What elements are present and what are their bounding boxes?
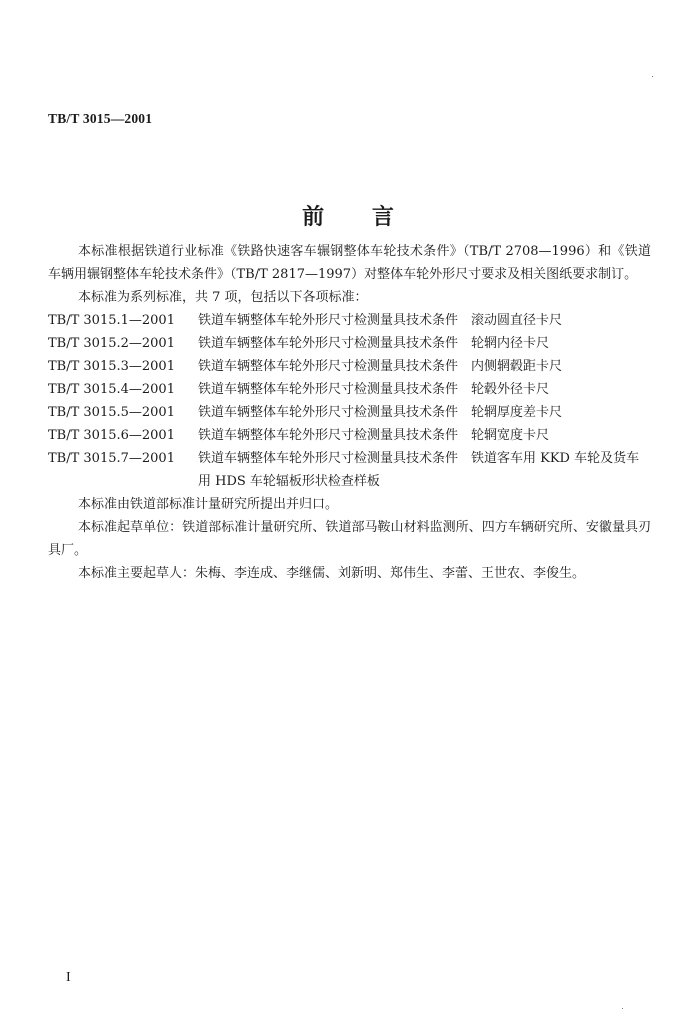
standard-name: 铁道车辆整体车轮外形尺寸检测量具技术条件 轮毂外径卡尺: [198, 382, 550, 397]
standard-code-header: TB/T 3015—2001: [48, 111, 153, 126]
intro-paragraph: 本标准根据铁道行业标准《铁路快速客车辗钢整体车轮技术条件》（TB/T 2708—1996）和《铁道车辆用辗钢整体车轮技术条件》（TB/T 2817—1997）对整体车轮外形尺寸要求及相关图纸要求制订。: [48, 244, 651, 282]
standard-code: TB/T 3015.2—2001: [48, 336, 175, 351]
standard-list-item: [48, 424, 651, 447]
closing-paragraph: 本标准主要起草人：朱梅、李连成、李继儒、刘新明、郑伟生、李蕾、王世农、李俊生。: [78, 566, 586, 581]
standard-list-item: [48, 332, 651, 355]
standard-name: 铁道车辆整体车轮外形尺寸检测量具技术条件 滚动圆直径卡尺: [198, 313, 563, 328]
standard-code: TB/T 3015.7—2001: [48, 451, 175, 466]
standard-list-item: [48, 401, 651, 424]
standard-name: 铁道车辆整体车轮外形尺寸检测量具技术条件 内侧辋毂距卡尺: [198, 359, 563, 374]
closing-paragraph: 本标准由铁道部标准计量研究所提出并归口。: [78, 497, 339, 512]
standard-name: 铁道车辆整体车轮外形尺寸检测量具技术条件 轮辋内径卡尺: [198, 336, 550, 351]
standard-code: TB/T 3015.5—2001: [48, 405, 175, 420]
standard-list-item: [48, 355, 651, 378]
closing-paragraph: 本标准起草单位：铁道部标准计量研究所、铁道部马鞍山材料监测所、四方车辆研究所、安徽量具刃具厂。: [48, 520, 651, 558]
page-number: I: [66, 970, 71, 985]
foreword-body: [48, 240, 651, 585]
standard-list-item: [48, 309, 651, 332]
standard-code: TB/T 3015.4—2001: [48, 382, 175, 397]
standard-name: 铁道车辆整体车轮外形尺寸检测量具技术条件 轮辋宽度卡尺: [198, 428, 550, 443]
standard-name: 铁道车辆整体车轮外形尺寸检测量具技术条件 轮辋厚度差卡尺: [198, 405, 563, 420]
scan-speck: [652, 76, 653, 77]
intro-paragraph: 本标准为系列标准，共 7 项，包括以下各项标准：: [78, 290, 368, 305]
standard-code: TB/T 3015.1—2001: [48, 313, 175, 328]
standard-list-item: [48, 378, 651, 401]
standard-code: TB/T 3015.6—2001: [48, 428, 175, 443]
section-title: 前 言: [302, 205, 394, 230]
standard-code: TB/T 3015.3—2001: [48, 359, 175, 374]
scan-speck: [622, 1008, 623, 1009]
standard-list-item: [48, 447, 651, 493]
standard-name: 铁道车辆整体车轮外形尺寸检测量具技术条件 铁道客车用 KKD 车轮及货车用 HDS 车轮辐板形状检查样板: [198, 451, 640, 489]
